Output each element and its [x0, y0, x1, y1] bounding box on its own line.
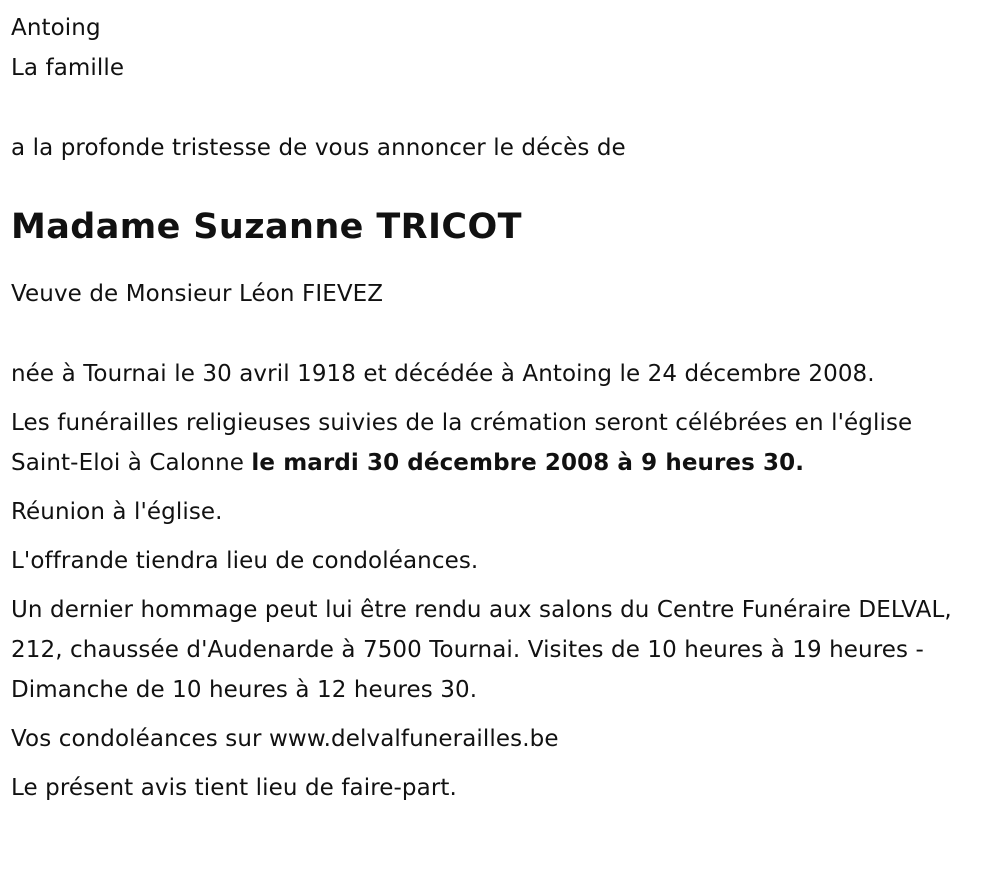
funeral-text: Les funérailles religieuses suivies de la crémation seront célébrées en l'église Saint-Eloi à Calonne: [11, 410, 913, 476]
family-line: La famille: [11, 55, 125, 81]
spouse-line: Veuve de Monsieur Léon FIEVEZ: [11, 281, 384, 307]
announcement-line: Le présent avis tient lieu de faire-part.: [11, 775, 457, 801]
offering-line: L'offrande tiendra lieu de condoléances.: [11, 548, 479, 574]
funeral-paragraph: [11, 403, 986, 483]
funeral-date: le mardi 30 décembre 2008 à 9 heures 30.: [251, 450, 805, 476]
condolences-line: Vos condoléances sur www.delvalfunerailles.be: [11, 726, 559, 752]
deceased-name: Madame Suzanne TRICOT: [11, 207, 522, 247]
meeting-line: Réunion à l'église.: [11, 499, 223, 525]
place-line: Antoing: [11, 15, 101, 41]
intro-line: a la profonde tristesse de vous annoncer le décès de: [11, 135, 626, 161]
tribute-paragraph: Un dernier hommage peut lui être rendu aux salons du Centre Funéraire DELVAL, 212, chaussée d'Audenarde à 7500 Tournai. Visites de 10 heures à 19 heures - Dimanche de 10 heures à 12 heures 30.: [11, 597, 952, 703]
birth-death-paragraph: née à Tournai le 30 avril 1918 et décédée à Antoing le 24 décembre 2008.: [11, 361, 875, 387]
obituary-notice: [11, 8, 986, 808]
